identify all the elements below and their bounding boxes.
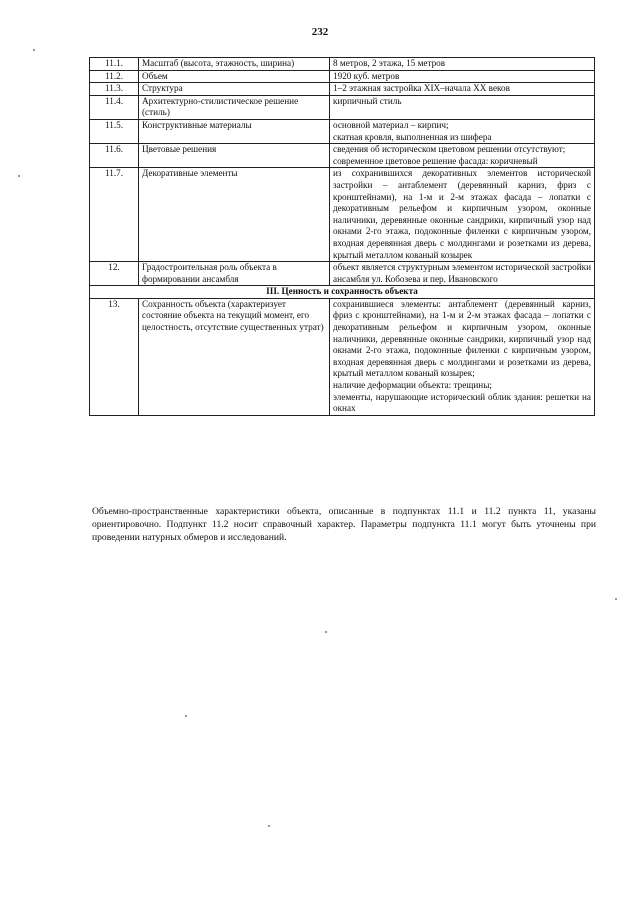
value-cell [330,119,595,143]
row-name: Цветовые решения [139,144,330,168]
value-line: сохранившиеся элементы: антаблемент (деревянный карниз, фриз с кронштейнами), на 1-м и 2-м этажах фасада – лопатки с декоративным рельефом и кирпичным узором, оконные наличники, деревянные оконные сандрики, кирпичный узор над окнами 2-го этажа, подоконные филенки с кирпичным узором, входная деревянная дверь с молдингами и розетками из дерева, крытый металлом кованый козырек; [333,298,591,379]
row-number: 13. [90,298,139,415]
scan-speck [33,49,35,51]
value-cell [330,70,595,83]
row-number: 11.5. [90,119,139,143]
table-row [90,168,595,262]
section-header: III. Ценность и сохранность объекта [90,286,595,299]
row-name: Декоративные элементы [139,168,330,262]
row-number: 11.4. [90,95,139,119]
value-cell [330,95,595,119]
value-line: сведения об историческом цветовом решении отсутствуют; [333,144,566,155]
table-row [90,95,595,119]
row-name: Объем [139,70,330,83]
value-cell [330,298,595,415]
value-line: 1920 куб. метров [333,70,400,81]
page-number: 232 [311,26,329,38]
table-row [90,298,595,415]
scan-speck [325,631,327,633]
value-line: элементы, нарушающие исторический облик здания: решетки на окнах [333,391,591,414]
table-row [90,58,595,71]
value-line: объект является структурным элементом исторической застройки ансамбля ул. Кобозева и пер. Ивановского [333,262,591,284]
row-name: Конструктивные материалы [139,119,330,143]
value-cell [330,144,595,168]
table-row [90,144,595,168]
value-cell [330,262,595,286]
row-number: 11.1. [90,58,139,71]
footnote-paragraph: Объемно-пространственные характеристики объекта, описанные в подпунктах 11.1 и 11.2 пункта 11, указаны ориентировочно. Подпункт 11.2 носит справочный характер. Параметры подпункта 11.1 могут быть уточнены при проведении натурных обмеров и исследований. [92,506,596,543]
row-name: Сохранность объекта (характеризует состояние объекта на текущий момент, его целостность, отсутствие существенных утрат) [139,298,330,415]
value-cell [330,168,595,262]
value-line: 8 метров, 2 этажа, 15 метров [333,58,446,68]
value-line: основной материал – кирпич; [333,119,449,130]
value-line: скатная кровля, выполненная из шифера [333,131,492,142]
row-number: 11.3. [90,83,139,96]
row-name: Градостроительная роль объекта в формировании ансамбля [139,262,330,286]
row-number: 11.2. [90,70,139,83]
row-number: 12. [90,262,139,286]
value-line: кирпичный стиль [333,95,402,106]
row-number: 11.6. [90,144,139,168]
table-row [90,262,595,286]
row-name: Масштаб (высота, этажность, ширина) [139,58,330,71]
value-cell [330,83,595,96]
row-number: 11.7. [90,168,139,262]
scan-speck [185,715,187,717]
value-line: 1–2 этажная застройка XIX–начала XX веков [333,83,510,94]
table-row [90,83,595,96]
scan-speck [268,825,270,827]
scan-speck [18,175,20,177]
table-row [90,119,595,143]
value-cell [330,58,595,71]
row-name: Структура [139,83,330,96]
table-row [90,70,595,83]
scan-speck [615,598,617,600]
value-line: из сохранившихся декоративных элементов исторической застройки – антаблемент (деревянный карниз, фриз с кронштейнами), на 1-м и 2-м этажах фасада – лопатки с декоративным рельефом и кирпичным узором, оконные наличники, деревянные оконные сандрики, кирпичный узор над окнами 2-го этажа, подоконные филенки с кирпичным узором, входная деревянная дверь с молдингами и розетками из дерева, крытый металлом кованый козырек [333,168,591,260]
value-line: современное цветовое решение фасада: коричневый [333,155,538,166]
object-characteristics-table [89,57,595,416]
row-name: Архитектурно-стилистическое решение (стиль) [139,95,330,119]
value-line: наличие деформации объекта: трещины; [333,380,492,391]
section-row [90,286,595,299]
